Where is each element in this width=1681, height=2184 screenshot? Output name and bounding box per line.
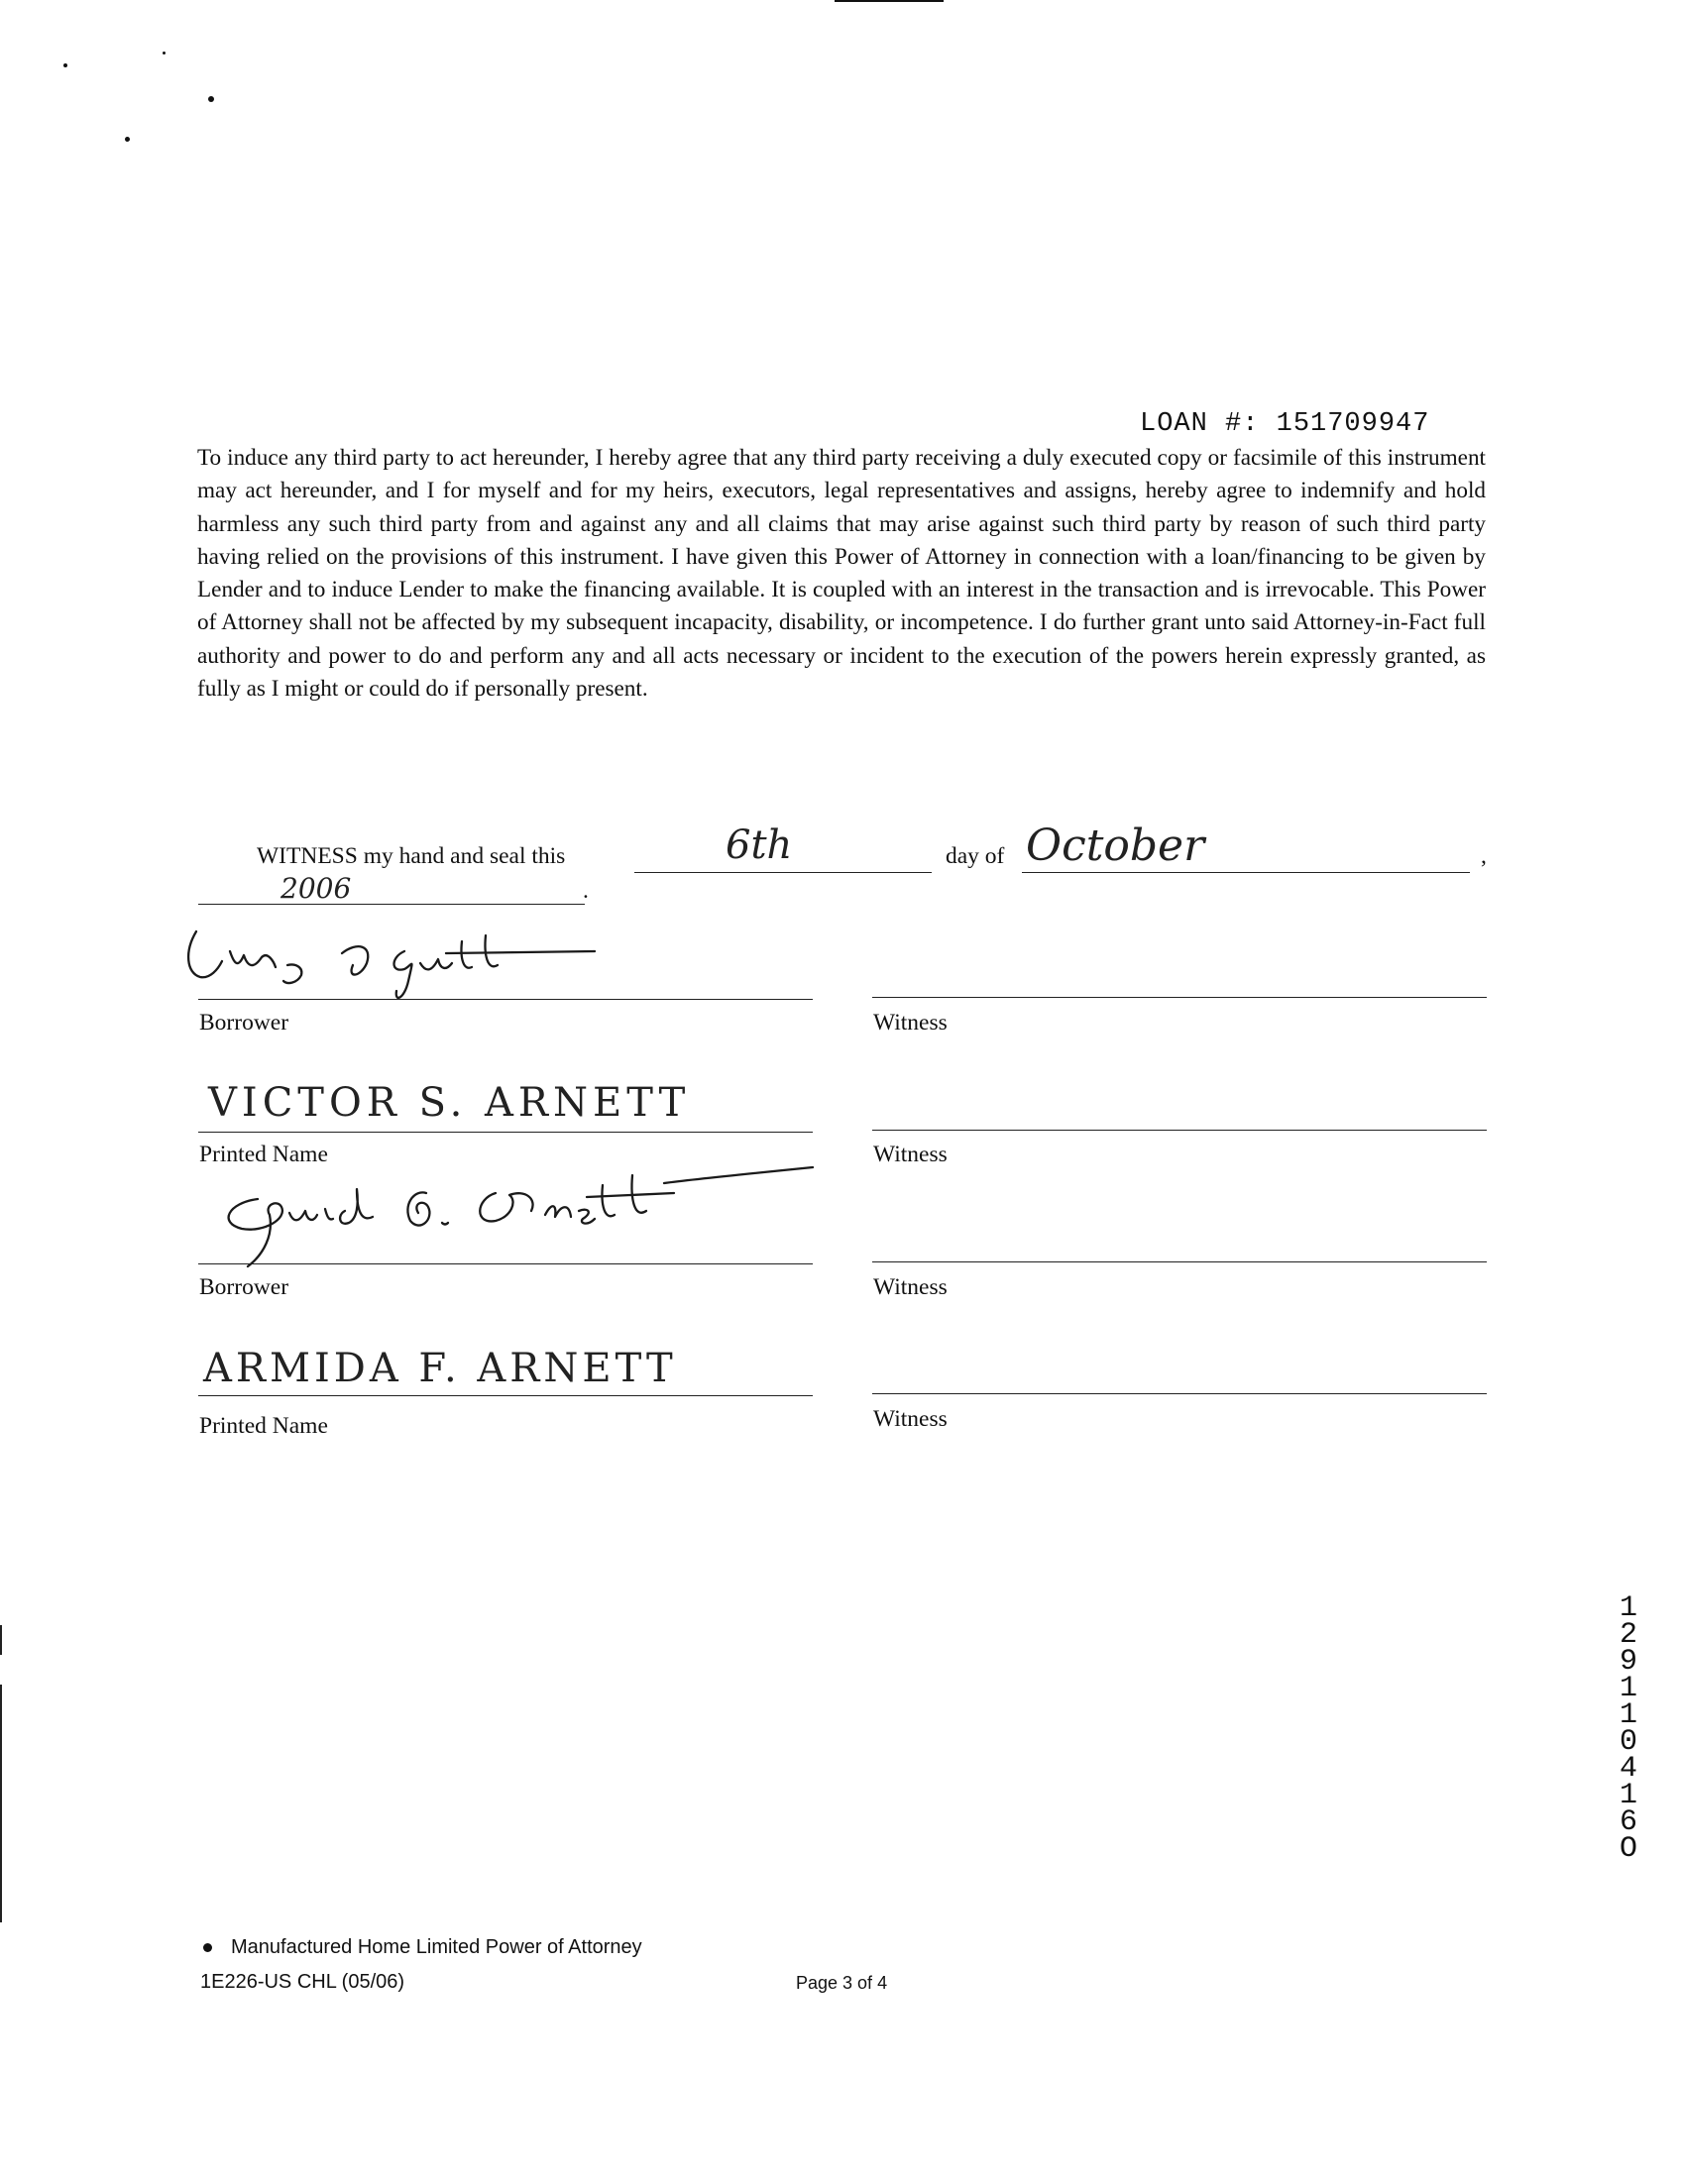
witness-3-line	[872, 1261, 1487, 1262]
scan-top-mark	[835, 0, 944, 2]
footer-form-code: 1E226-US CHL (05/06)	[200, 1971, 405, 1993]
indemnity-paragraph: To induce any third party to act hereunder, I hereby agree that any third party receiving a duly executed copy or facsimile of this instrument may act hereunder, and I for myself and for my heirs, executors, legal representatives and assigns, hereby agree to indemnify and hold harmless any such third party from and against any and all claims that may arise against such third party by reason of such third party having relied on the provisions of this instrument. I have given this Power of Attorney in connection with a loan/financing to be given by Lender and to induce Lender to make the financing available. It is coupled with an interest in the transaction and is irrevocable. This Power of Attorney shall not be affected by my subsequent incapacity, disability, or incompetence. I do further grant unto said Attorney-in-Fact full authority and power to do and perform any and all acts necessary or incident to the execution of the powers herein expressly granted, as fully as I might or could do if personally present.	[197, 445, 1486, 703]
month-blank-line	[1022, 872, 1470, 873]
witness-4-line	[872, 1393, 1487, 1394]
borrower-1-printed-name-handwritten: VICTOR S. ARNETT	[208, 1080, 691, 1126]
printed-name-1-label: Printed Name	[199, 1142, 328, 1167]
recording-stamp-number: 12911 0416O	[1619, 1591, 1637, 1866]
borrower-2-signature-line	[198, 1263, 813, 1264]
scan-speck	[125, 137, 130, 142]
loan-number-label: LOAN #:	[1140, 409, 1260, 439]
borrower-1-signature-line	[198, 999, 813, 1000]
footer-form-title: Manufactured Home Limited Power of Attorney	[231, 1936, 642, 1958]
borrower-1-label: Borrower	[199, 1010, 289, 1036]
witness-1-line	[872, 997, 1487, 998]
scan-speck	[208, 96, 214, 102]
witness-4-label: Witness	[873, 1406, 948, 1432]
loan-number-value: 151709947	[1276, 409, 1430, 439]
scan-edge-mark	[0, 1625, 2, 1655]
scan-edge-mark	[0, 1685, 2, 1922]
scan-speck	[63, 63, 67, 67]
borrower-2-label: Borrower	[199, 1274, 289, 1300]
witness-3-label: Witness	[873, 1274, 948, 1300]
witness-1-label: Witness	[873, 1010, 948, 1036]
scan-speck	[163, 52, 166, 55]
borrower-2-printed-name-handwritten: ARMIDA F. ARNETT	[203, 1346, 677, 1391]
footer-bullet-icon	[203, 1943, 212, 1952]
printed-name-2-label: Printed Name	[199, 1413, 328, 1439]
handwritten-year: 2006	[280, 872, 352, 905]
borrower-2-signature	[198, 1149, 852, 1268]
printed-name-2-line	[198, 1395, 813, 1396]
witness-2-label: Witness	[873, 1142, 948, 1167]
handwritten-day: 6th	[726, 822, 793, 868]
printed-name-1-line	[198, 1132, 813, 1133]
handwritten-month: October	[1026, 820, 1205, 871]
borrower-1-signature	[178, 912, 615, 1006]
footer-page-number: Page 3 of 4	[796, 1973, 888, 1993]
witness-clause-middle: day of	[946, 843, 1005, 869]
witness-clause-prefix: WITNESS my hand and seal this	[257, 843, 566, 869]
day-blank-line	[634, 872, 932, 873]
witness-2-line	[872, 1130, 1487, 1131]
year-blank-line	[198, 904, 585, 905]
loan-number-line	[1140, 409, 1429, 439]
witness-clause-comma: ,	[1481, 843, 1487, 869]
witness-clause-period: .	[583, 878, 589, 904]
